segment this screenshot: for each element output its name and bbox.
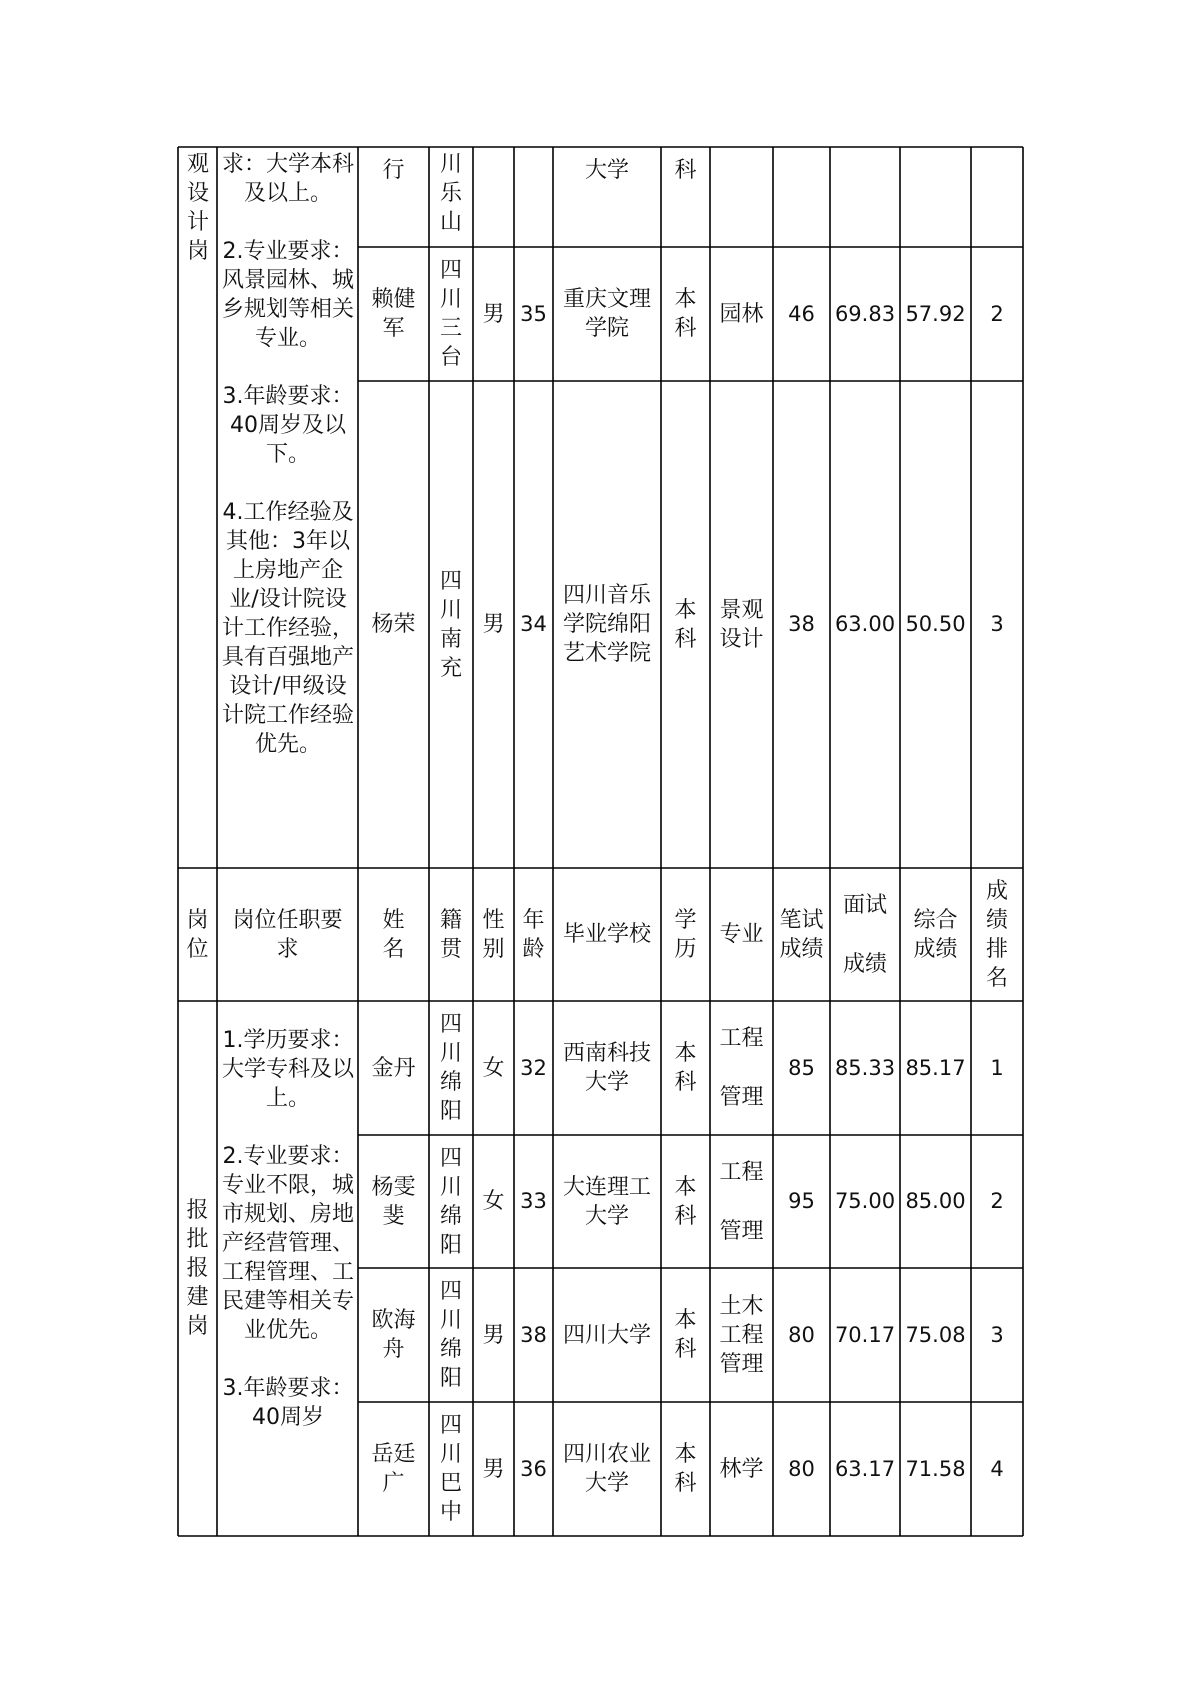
major-cell: 土木工程管理 [719,1293,764,1377]
header-major: 专业 [719,922,764,947]
origin-cell: 四川南充 [440,568,463,681]
rank-cell: 3 [990,612,1004,636]
position-cell-top: 观设计岗 [186,152,209,264]
requirement-item: 3.年龄要求：40周岁 [222,1376,354,1430]
edu-cell: 本科 [674,1041,697,1095]
edu-cell: 科 [674,157,697,183]
major-cell: 景观设计 [719,597,764,652]
header-name: 姓名 [382,907,405,962]
name-cell: 赖健军 [371,287,416,341]
header-written: 笔试成绩 [779,907,824,962]
rank-cell: 1 [990,1055,1004,1080]
rank-cell: 2 [990,301,1004,326]
name-cell: 岳廷广 [371,1442,416,1496]
header-total: 综合成绩 [913,907,958,962]
interview-score-cell: 85.33 [834,1055,896,1080]
origin-cell: 川乐山 [440,152,463,235]
gender-cell: 女 [482,1055,505,1081]
gender-cell: 男 [482,612,505,637]
name-cell: 金丹 [371,1055,416,1081]
header-age: 年龄 [522,907,545,962]
header-interview: 面试 成绩 [842,892,887,977]
origin-cell: 四川绵阳 [440,1145,463,1258]
written-score-cell: 80 [788,1456,815,1481]
rank-cell: 2 [990,1189,1004,1213]
requirement-item: 求：大学本科及以上。 [222,152,355,206]
written-score-cell: 46 [788,301,815,326]
interview-score-cell: 69.83 [834,301,896,326]
interview-score-cell: 70.17 [834,1322,896,1347]
total-score-cell: 75.08 [905,1322,966,1347]
header-origin: 籍贯 [439,907,462,962]
age-cell: 35 [520,301,547,326]
age-cell: 32 [520,1055,547,1080]
total-score-cell: 85.17 [905,1055,966,1080]
edu-cell: 本科 [674,1308,697,1362]
total-score-cell: 71.58 [905,1456,966,1481]
origin-cell: 四川绵阳 [440,1012,463,1124]
rank-cell: 4 [990,1456,1004,1481]
age-cell: 33 [520,1189,547,1213]
name-cell: 杨荣 [371,612,416,637]
gender-cell: 女 [482,1189,505,1214]
name-cell: 杨雯斐 [371,1174,416,1229]
interview-score-cell: 75.00 [834,1189,896,1213]
school-cell: 四川音乐学院绵阳艺术学院 [562,583,651,666]
interview-score-cell: 63.17 [834,1456,896,1481]
requirements-top [222,150,354,788]
requirement-item: 2.专业要求：专业不限，城市规划、房地产经营管理、工程管理、工民建等相关专业优先。 [222,1144,355,1343]
name-cell: 行 [382,157,405,183]
gender-cell: 男 [482,301,505,327]
total-score-cell: 57.92 [905,301,966,326]
major-cell: 林学 [719,1456,764,1482]
edu-cell: 本科 [674,1174,697,1229]
age-cell: 34 [520,612,547,636]
major-cell: 工程 管理 [719,1026,764,1110]
interview-score-cell: 63.00 [834,612,896,636]
written-score-cell: 38 [788,612,815,636]
school-cell: 大学 [584,157,629,183]
header-school: 毕业学校 [562,922,651,947]
requirement-item: 1.学历要求：大学专科及以上。 [222,1028,355,1111]
school-cell: 重庆文理学院 [562,287,651,341]
header-requirements: 岗位任职要求 [232,907,343,962]
origin-cell: 四川绵阳 [440,1279,463,1391]
header-rank: 成绩排名 [985,878,1008,991]
requirement-item: 4.工作经验及其他：3年以上房地产企业/设计院设计工作经验，具有百强地产设计/甲级设计院工作经验优先。 [222,500,355,757]
school-cell: 四川大学 [562,1322,651,1348]
school-cell: 四川农业大学 [562,1442,651,1496]
header-edu: 学历 [674,907,697,962]
major-cell: 工程 管理 [719,1159,764,1244]
origin-cell: 四川巴中 [440,1413,463,1525]
edu-cell: 本科 [674,287,697,341]
major-cell: 园林 [719,301,764,327]
gender-cell: 男 [482,1322,505,1348]
position-cell-bottom: 报批报建岗 [186,1198,209,1339]
age-cell: 38 [520,1322,547,1347]
age-cell: 36 [520,1456,547,1481]
written-score-cell: 95 [788,1189,815,1213]
header-position: 岗位 [186,907,209,962]
written-score-cell: 85 [788,1055,815,1080]
gender-cell: 男 [482,1456,505,1482]
requirement-item: 2.专业要求：风景园林、城乡规划等相关专业。 [222,239,355,351]
name-cell: 欧海舟 [371,1308,416,1362]
edu-cell: 本科 [674,1442,697,1496]
school-cell: 大连理工大学 [562,1174,651,1229]
total-score-cell: 50.50 [905,612,966,636]
rank-cell: 3 [990,1322,1004,1347]
header-gender: 性别 [482,907,505,962]
edu-cell: 本科 [674,597,697,652]
requirements-bottom [222,1026,354,1461]
total-score-cell: 85.00 [905,1189,966,1213]
origin-cell: 四川三台 [440,258,463,370]
school-cell: 西南科技大学 [562,1041,651,1095]
requirement-item: 3.年龄要求：40周岁及以下。 [222,384,354,467]
written-score-cell: 80 [788,1322,815,1347]
